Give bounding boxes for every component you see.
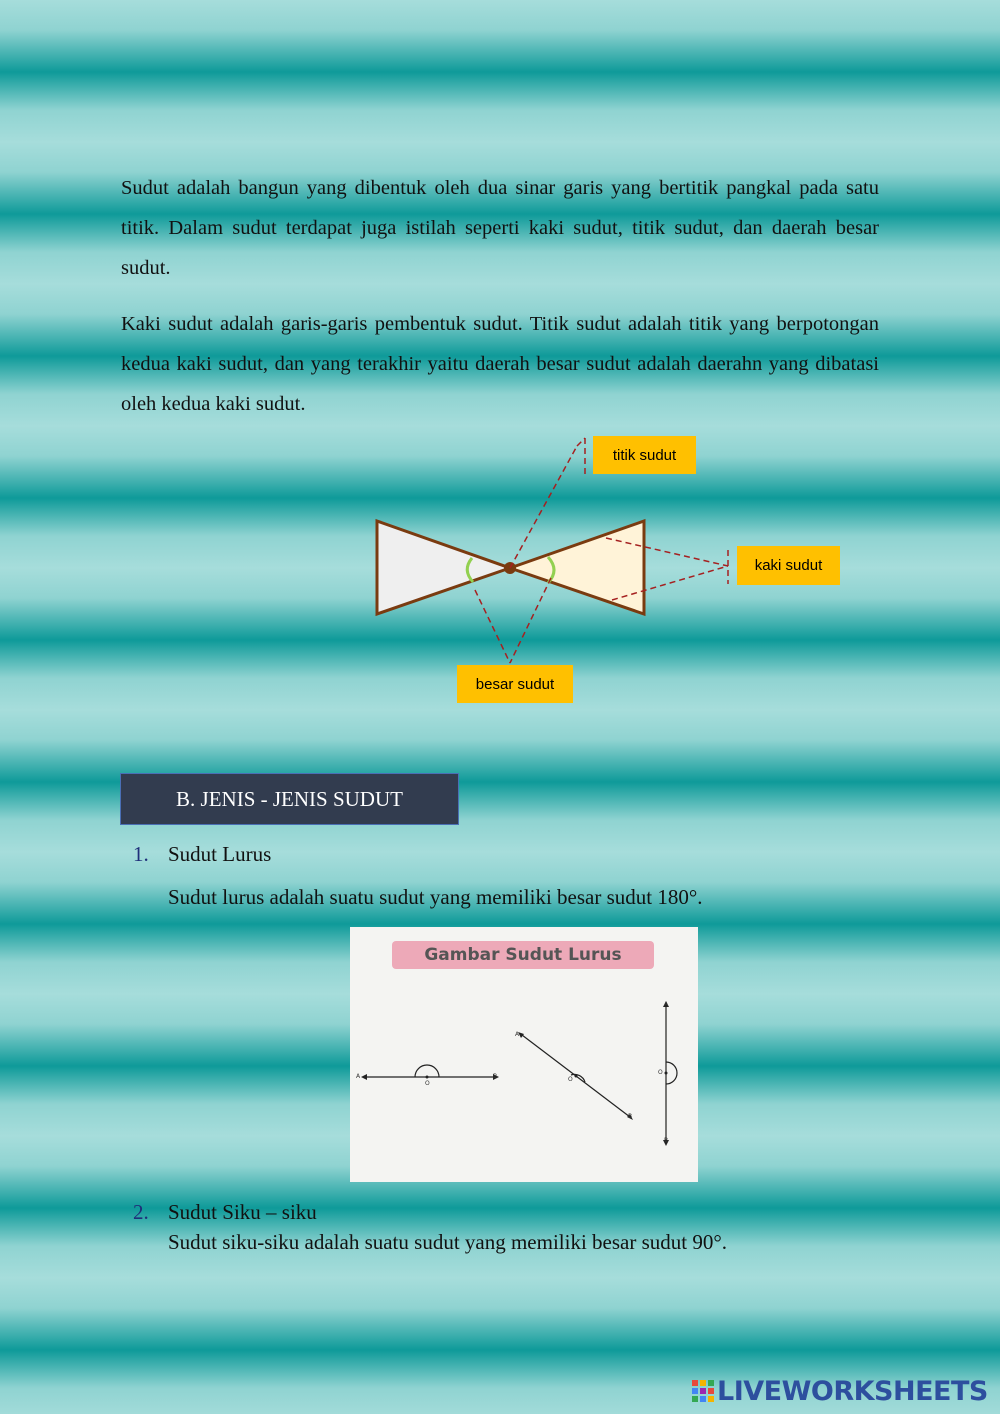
left-triangle <box>377 521 510 614</box>
item-number: 1. <box>133 842 149 866</box>
point-label: O <box>425 1080 430 1087</box>
definition-paragraph: Kaki sudut adalah garis-garis pembentuk sudut. Titik sudut adalah titik yang berpotongan kedua kaki sudut, dan yang terakhir yaitu daerah besar sudut adalah daerahn yang dibatasi oleh kedua kaki sudut. <box>121 313 879 415</box>
besar-sudut-label: besar sudut <box>457 665 573 703</box>
point-label: A <box>356 1073 361 1080</box>
point-label: O <box>658 1069 663 1076</box>
straight-angle-drawings <box>350 927 698 1182</box>
item-title-sudut-lurus: Sudut Lurus <box>168 842 272 866</box>
section-heading: B. JENIS - JENIS SUDUT <box>120 773 459 825</box>
image-title: Gambar Sudut Lurus <box>424 945 622 965</box>
titik-sudut-label: titik sudut <box>593 436 696 474</box>
point-label: B <box>628 1113 633 1120</box>
right-triangle <box>510 521 644 614</box>
intro-paragraph: Sudut adalah bangun yang dibentuk oleh dua sinar garis yang bertitik pangkal pada satu titik. Dalam sudut terdapat juga istilah seperti kaki sudut, titik sudut, dan daerah besar sudut. <box>121 177 879 279</box>
item-title-sudut-siku: Sudut Siku – siku <box>168 1200 317 1224</box>
kaki-sudut-label: kaki sudut <box>737 546 840 585</box>
sudut-lurus-image <box>350 927 698 1182</box>
point-label: O <box>568 1076 573 1083</box>
point-label: B <box>493 1073 498 1080</box>
liveworksheets-logo <box>692 1374 988 1408</box>
logo-text: LIVEWORKSHEETS <box>717 1375 988 1407</box>
item-desc-sudut-lurus: Sudut lurus adalah suatu sudut yang memiliki besar sudut 180°. <box>168 885 703 909</box>
logo-icon <box>692 1380 714 1402</box>
item-desc-sudut-siku: Sudut siku-siku adalah suatu sudut yang memiliki besar sudut 90°. <box>168 1230 728 1254</box>
point-label: B <box>664 1137 669 1144</box>
point-label: A <box>515 1031 520 1038</box>
point-label: A <box>664 1001 669 1008</box>
item-number: 2. <box>133 1200 149 1224</box>
